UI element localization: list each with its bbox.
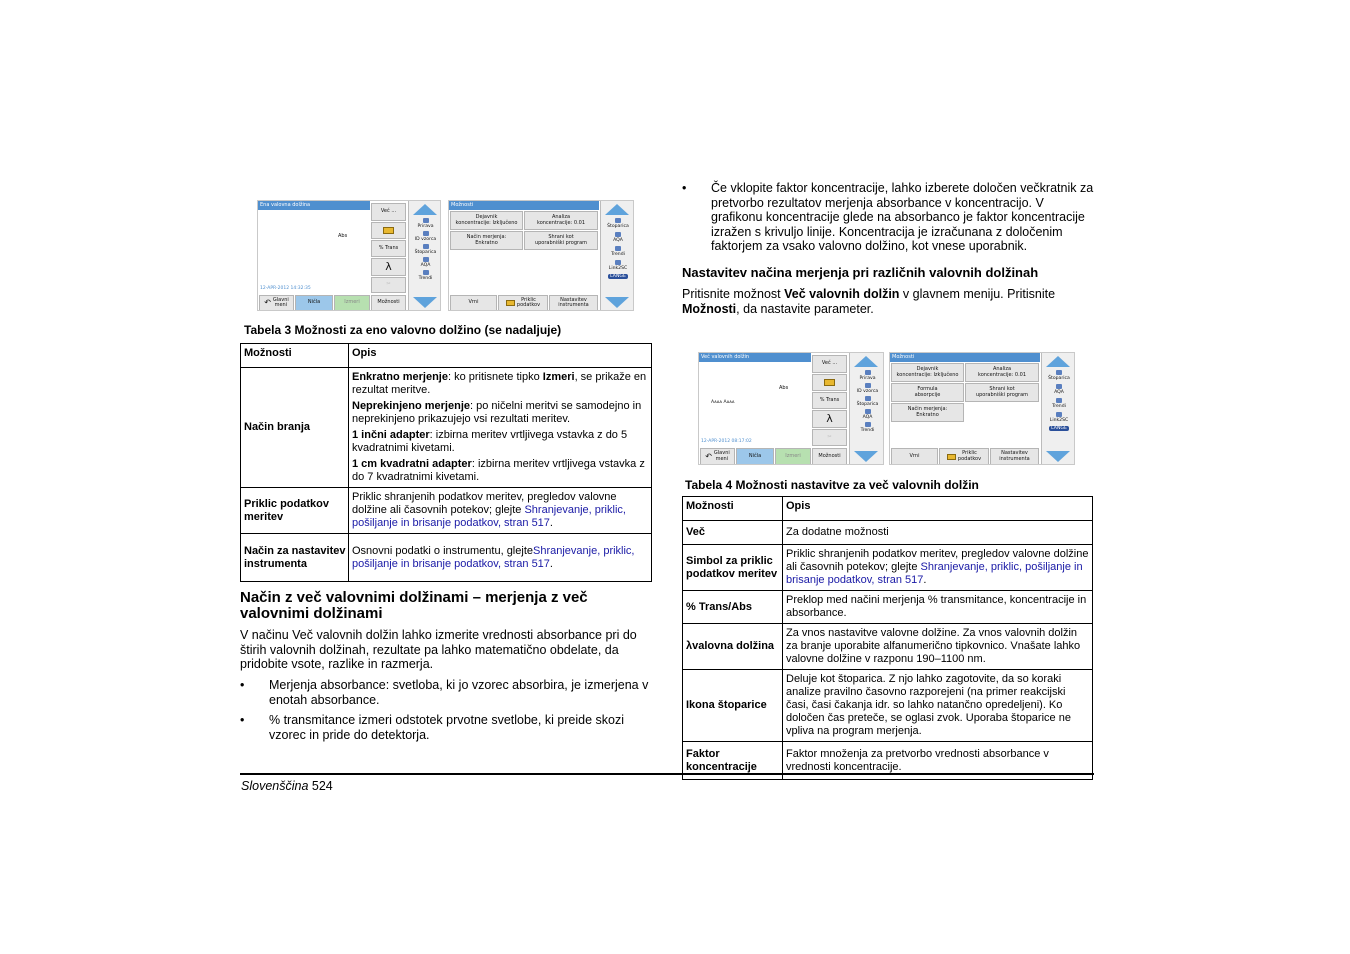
data-storage-link[interactable]: Shranjevanje, priklic, pošiljanje in brisanje podatkov, stran 517 <box>352 544 635 570</box>
concentration-factor-button[interactable]: Dejavnik koncentracije: Izključeno <box>891 363 964 382</box>
return-button[interactable]: Vrni <box>450 295 497 311</box>
return-button[interactable]: Vrni <box>891 448 938 465</box>
trans-abs-button[interactable]: % Trans <box>371 240 406 257</box>
side-item[interactable]: Prirava <box>852 370 883 382</box>
table3-row-description: Priklic shranjenih podatkov meritev, pregledov valovne dolžine ali časovnih potekov; glejte Shranjevanje, priklic, pošiljanje in brisanje podatkov, stran 517. <box>349 488 652 534</box>
scroll-up-icon[interactable] <box>413 204 437 215</box>
timer-icon <box>1056 370 1062 375</box>
table3-row-label: Priklic podatkov meritev <box>241 488 349 534</box>
screenshot-multi-wavelength <box>698 352 884 465</box>
screenshot-options <box>448 200 634 311</box>
id-icon <box>423 231 429 236</box>
side-item[interactable]: AQA <box>411 257 440 269</box>
section-heading-multi-wavelength: Način z več valovnimi dolžinami – merjenja z več valovnimi dolžinami <box>240 589 588 622</box>
table4-row-description: Priklic shranjenih podatkov meritev, pregledov valovne dolžine ali časovnih potekov; glejte Shranjevanje, priklic, pošiljanje in brisanje podatkov, stran 517. <box>783 545 1093 591</box>
screenshot-single-wavelength <box>257 200 441 311</box>
side-item[interactable]: Štoparica <box>411 244 440 256</box>
concentration-factor-button[interactable]: Dejavnik koncentracije: Izključeno <box>450 211 523 230</box>
table-row <box>683 624 1093 670</box>
save-user-program-button[interactable]: Shrani kot uporabniški program <box>965 383 1039 402</box>
table4-header-description: Opis <box>783 497 1093 521</box>
aqa-icon <box>1056 384 1062 389</box>
footer <box>241 779 333 794</box>
table3-header-description: Opis <box>349 344 652 368</box>
preparation-icon <box>423 218 429 223</box>
table4-row-label: Več <box>683 521 783 545</box>
side-item[interactable]: Trendi <box>411 270 440 282</box>
trans-abs-button[interactable]: % Trans <box>812 392 847 409</box>
table4-row-label: Simbol za priklic podatkov meritev <box>683 545 783 591</box>
lange-logo: LANGE <box>610 274 626 279</box>
side-item[interactable]: Trendi <box>1044 398 1074 410</box>
page-number: 524 <box>311 779 333 793</box>
lange-logo: LANGE <box>1051 426 1067 431</box>
table4-row-label: Faktor koncentracije <box>683 742 783 780</box>
trend-icon <box>865 422 871 427</box>
side-panel <box>408 201 441 311</box>
concentration-analysis-button[interactable]: Analiza koncentracije: 0.01 <box>524 211 598 230</box>
side-panel <box>1041 353 1075 465</box>
table4-header-options: Možnosti <box>683 497 783 521</box>
section-heading-setup: Nastavitev načina merjenja pri različnih valovnih dolžinah <box>682 265 1039 280</box>
reading-mode-button[interactable]: Način merjenja: Enkratno <box>891 403 964 422</box>
side-item[interactable]: Prirava <box>411 218 440 230</box>
side-item[interactable]: Trendi <box>603 246 633 258</box>
side-item[interactable]: Trendi <box>852 422 883 434</box>
table-row <box>241 488 652 534</box>
table4-row-description: Za dodatne možnosti <box>783 521 1093 545</box>
link2sc-icon <box>615 260 621 265</box>
save-user-program-button[interactable]: Shrani kot uporabniški program <box>524 231 598 250</box>
table4-row-description: Za vnos nastavitve valovne dolžine. Za vnos valovnih dolžin za branje uporabite alfanumerično tipkovnico. Vnašate lahko valovne dolžine v razponu 190–1100 nm. <box>783 624 1093 670</box>
table3-caption: Tabela 3 Možnosti za eno valovno dolžino (se nadaljuje) <box>244 323 562 337</box>
store-data-button[interactable] <box>371 222 406 239</box>
side-item[interactable]: AQA <box>1044 384 1074 396</box>
aqa-icon <box>423 257 429 262</box>
scroll-down-icon[interactable] <box>605 297 629 308</box>
back-arrow-icon: ↶ <box>705 451 712 461</box>
screen-header: Možnosti <box>449 201 599 210</box>
screen-header: Več valovnih dolžin <box>699 353 811 362</box>
side-item[interactable] <box>1044 426 1074 435</box>
side-panel <box>849 353 884 465</box>
screen-header: Ena valovna dolžina <box>258 201 370 210</box>
table3-row-label: Način za nastavitev instrumenta <box>241 534 349 582</box>
reading-mode-button[interactable]: Način merjenja: Enkratno <box>450 231 523 250</box>
absorbance-formula-button[interactable]: Formula absorpcije <box>891 383 964 402</box>
instrument-setup-button[interactable]: Nastavitev instrumenta <box>549 295 598 311</box>
scroll-up-icon[interactable] <box>1046 356 1070 367</box>
screen-value-label: Abs <box>779 385 789 391</box>
side-item[interactable]: ID vzorca <box>852 383 883 395</box>
side-item[interactable]: AQA <box>603 232 633 244</box>
table4-row-description: Deluje kot štoparica. Z njo lahko zagotovite, da so koraki analize pravilno časovno razporejeni (na primer reakcijski časi, časi čakanja idr. so lahko natančno opredeljeni). Ko določen čas preteče, se oglasi zvok. Uporaba štoparice ne vpliva na program merjenja. <box>783 670 1093 742</box>
zero-button[interactable]: Ničla <box>736 448 774 465</box>
back-arrow-icon: ↶ <box>264 298 271 308</box>
table-row <box>241 368 652 488</box>
table-row <box>683 545 1093 591</box>
table-row <box>683 521 1093 545</box>
table3-row-description: Osnovni podatki o instrumentu, glejteShranjevanje, priklic, pošiljanje in brisanje podatkov, stran 517. <box>349 534 652 582</box>
table4-caption: Tabela 4 Možnosti nastavitve za več valovnih dolžin <box>685 478 979 492</box>
list-item: • % transmitance izmeri odstotek prvotne svetlobe, ki preide skozi vzorec in pride do detektorja. <box>240 713 625 742</box>
store-data-button[interactable] <box>812 374 847 391</box>
measure-button[interactable]: Izmeri <box>334 295 370 311</box>
scroll-up-icon[interactable] <box>854 356 878 367</box>
timer-icon <box>615 218 621 223</box>
folder-icon <box>506 300 515 306</box>
id-icon <box>865 383 871 388</box>
zero-button[interactable]: Ničla <box>295 295 333 311</box>
screen-timestamp: 12-APR-2012 14:32:35 <box>260 286 311 291</box>
timer-icon <box>865 396 871 401</box>
more-button[interactable]: Več ... <box>371 203 406 221</box>
wavelength-button[interactable]: λ <box>812 410 847 428</box>
table-row <box>241 534 652 582</box>
timer-button[interactable]: ✂ <box>812 429 847 446</box>
screen-header: Možnosti <box>890 353 1040 362</box>
screenshot-multi-options <box>889 352 1075 465</box>
aqa-icon <box>865 409 871 414</box>
section-paragraph: Pritisnite možnost Več valovnih dolžin v glavnem meniju. Pritisnite Možnosti, da nastavite parameter. <box>682 287 1056 316</box>
footer-language: Slovenščina <box>241 779 309 793</box>
table3-row-description: Enkratno merjenje: ko pritisnete tipko Izmeri, se prikaže en rezultat meritve. Neprekinjeno merjenje: po ničelni meritvi se samodejno in neprekinjeno prikazujejo vsi rezultati meritev. 1 inčni adapter: izbirna meritev vrtljivega vstavka z do 5 kvadratnimi kivetami. 1 cm kvadratni adapter: izbirna meritev vrtljivega vstavka z do 7 kvadratnimi kivetami. <box>349 368 652 488</box>
table4-row-label: λvalovna dolžina <box>683 624 783 670</box>
trend-icon <box>1056 398 1062 403</box>
list-item: • Merjenja absorbance: svetloba, ki jo vzorec absorbira, je izmerjena v enotah absorbance. <box>240 678 649 707</box>
more-button[interactable]: Več ... <box>812 355 847 373</box>
screen-sub-labels: Aᴀᴀᴀ Aᴀᴀᴀ <box>711 400 735 405</box>
folder-icon <box>947 454 956 460</box>
screen-timestamp: 12-APR-2012 08:17:02 <box>701 439 752 444</box>
aqa-icon <box>615 232 621 237</box>
data-storage-link[interactable]: Shranjevanje, priklic, pošiljanje in brisanje podatkov, stran 517 <box>352 504 626 529</box>
footer-rule <box>240 773 1094 775</box>
table-row <box>683 670 1093 742</box>
preparation-icon <box>865 370 871 375</box>
concentration-analysis-button[interactable]: Analiza koncentracije: 0.01 <box>965 363 1039 382</box>
side-item[interactable]: ID vzorca <box>411 231 440 243</box>
options-button[interactable]: Možnosti <box>812 448 847 465</box>
link2sc-icon <box>1056 412 1062 417</box>
bullet-icon: • <box>240 713 245 727</box>
measure-button[interactable]: Izmeri <box>775 448 811 465</box>
side-item[interactable]: AQA <box>852 409 883 421</box>
side-item[interactable]: Štoparica <box>1044 370 1074 382</box>
main-menu-button[interactable]: ↶ Glavni meni <box>259 295 294 311</box>
table3 <box>240 343 652 582</box>
side-item[interactable]: Štoparica <box>603 218 633 230</box>
recall-data-button[interactable]: Priklic podatkov <box>939 448 989 465</box>
side-panel <box>600 201 634 311</box>
bullet-icon: • <box>682 181 687 195</box>
screen-value-label: Abs <box>338 233 348 239</box>
table4-row-label: Ikona štoparice <box>683 670 783 742</box>
timer-button[interactable]: ✂ <box>371 277 406 293</box>
bullet-icon: • <box>240 678 245 692</box>
timer-icon <box>423 244 429 249</box>
table3-row-label: Način branja <box>241 368 349 488</box>
table4-row-label: % Trans/Abs <box>683 591 783 624</box>
side-item[interactable] <box>603 274 633 283</box>
trend-icon <box>423 270 429 275</box>
options-button[interactable]: Možnosti <box>371 295 406 311</box>
side-item[interactable]: Link2SC <box>1044 412 1074 424</box>
table4-row-description: Faktor množenja za pretvorbo vrednosti absorbance v vrednosti koncentracije. <box>783 742 1093 780</box>
scroll-down-icon[interactable] <box>413 297 437 308</box>
recall-data-button[interactable]: Priklic podatkov <box>498 295 548 311</box>
list-item: • Če vklopite faktor koncentracije, lahko izberete določen večkratnik za pretvorbo rezultatov merjenja absorbance v koncentracijo. V grafikonu koncentracije glede na absorbanco je faktor koncentracije izražen s krivuljo linije. Koncentracija je izračunana z določenim faktorjem za vsako valovno dolžino, kot vnese uporabnik. <box>682 181 1094 253</box>
scroll-up-icon[interactable] <box>605 204 629 215</box>
section-paragraph: V načinu Več valovnih dolžin lahko izmerite vrednosti absorbance pri do štirih valovnih dolžinah, rezultate pa lahko matematično obdelate, da pridobite vsote, razlike in razmerja. <box>240 628 637 671</box>
data-storage-link[interactable]: Shranjevanje, priklic, pošiljanje in brisanje podatkov, stran 517 <box>786 561 1083 586</box>
table-row <box>683 591 1093 624</box>
side-item[interactable]: Link2SC <box>603 260 633 272</box>
table3-header-options: Možnosti <box>241 344 349 368</box>
folder-icon <box>824 379 835 386</box>
instrument-setup-button[interactable]: Nastavitev instrumenta <box>990 448 1039 465</box>
wavelength-button[interactable]: λ <box>371 258 406 276</box>
table4 <box>682 496 1093 780</box>
table4-row-description: Preklop med načini merjenja % transmitance, koncentracije in absorbance. <box>783 591 1093 624</box>
trend-icon <box>615 246 621 251</box>
scroll-down-icon[interactable] <box>1046 451 1070 462</box>
main-menu-button[interactable]: ↶ Glavni meni <box>700 448 735 465</box>
side-item[interactable]: Štoparica <box>852 396 883 408</box>
scroll-down-icon[interactable] <box>854 451 878 462</box>
folder-icon <box>383 227 394 234</box>
